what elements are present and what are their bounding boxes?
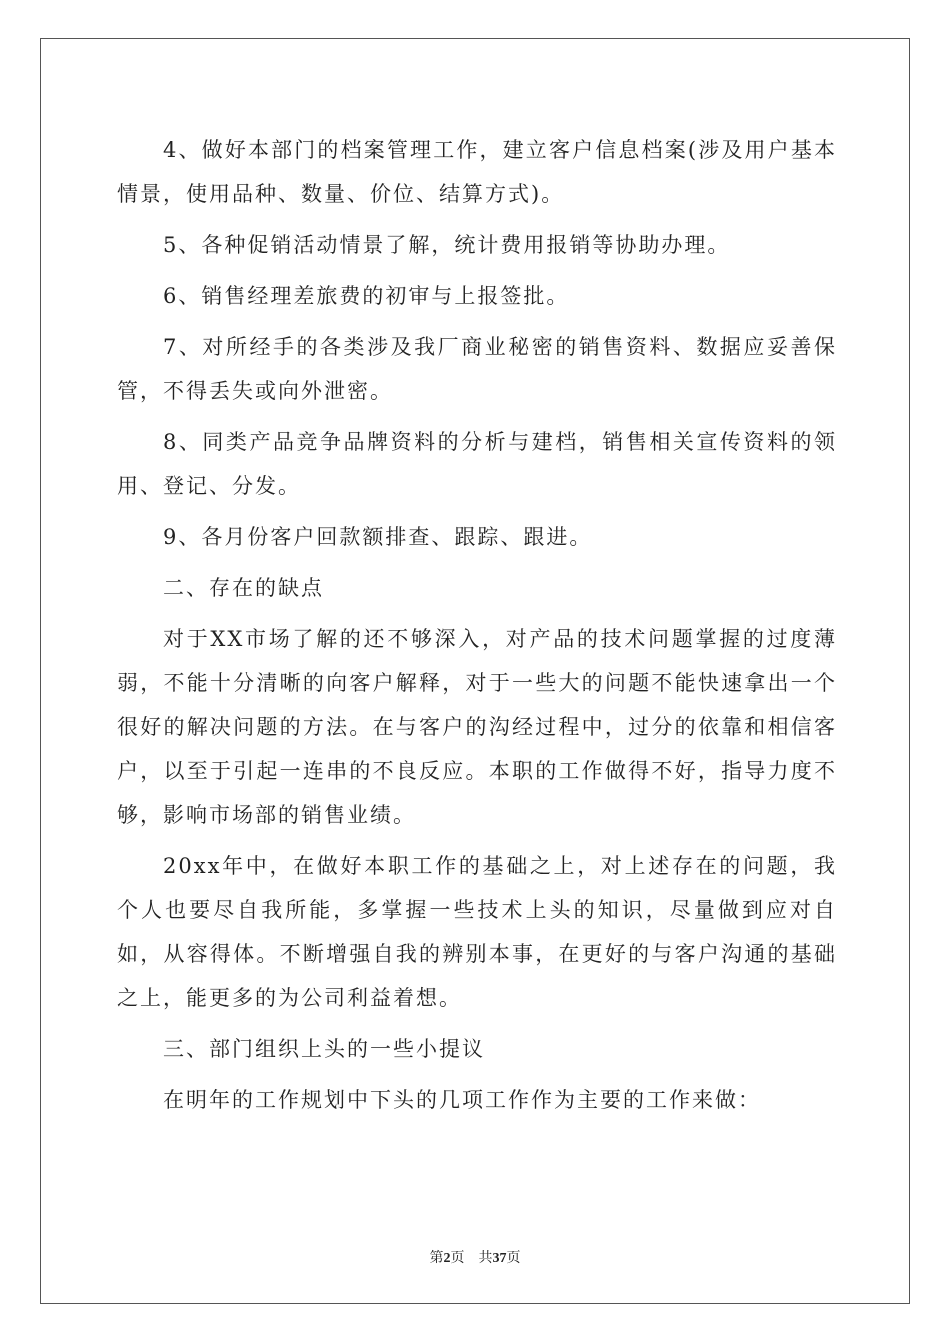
page-number: 2 — [443, 1251, 451, 1266]
page-prefix: 第 — [429, 1250, 444, 1266]
paragraph-plan: 20xx年中，在做好本职工作的基础之上，对上述存在的问题，我个人也要尽自我所能，多掌握一些技术上头的知识，尽量做到应对自如，从容得体。不断增强自我的辨别本事，在更好的与客户沟通的基础之上，能更多的为公司利益着想。 — [117, 854, 837, 1010]
paragraph-item-9: 9、各月份客户回款额排查、跟踪、跟进。 — [163, 525, 593, 549]
total-prefix: 共 — [478, 1250, 493, 1266]
paragraph-item-8: 8、同类产品竞争品牌资料的分析与建档，销售相关宣传资料的领用、登记、分发。 — [117, 430, 837, 498]
document-body — [117, 128, 837, 1129]
paragraph-item-7: 7、对所经手的各类涉及我厂商业秘密的销售资料、数据应妥善保管，不得丢失或向外泄密。 — [117, 335, 837, 403]
section-heading-shortcomings: 二、存在的缺点 — [163, 576, 324, 600]
paragraph-item-4: 4、做好本部门的档案管理工作，建立客户信息档案(涉及用户基本情景，使用品种、数量、价位、结算方式)。 — [117, 138, 837, 206]
page-suffix: 页 — [450, 1250, 465, 1266]
paragraph-item-6: 6、销售经理差旅费的初审与上报签批。 — [163, 284, 570, 308]
page-footer — [0, 1247, 950, 1267]
total-pages: 37 — [492, 1251, 507, 1266]
paragraph-shortcomings: 对于XX市场了解的还不够深入，对产品的技术问题掌握的过度薄弱，不能十分清晰的向客户解释，对于一些大的问题不能快速拿出一个很好的解决问题的方法。在与客户的沟经过程中，过分的依靠和相信客户，以至于引起一连串的不良反应。本职的工作做得不好，指导力度不够，影响市场部的销售业绩。 — [117, 627, 837, 827]
paragraph-next-year: 在明年的工作规划中下头的几项工作作为主要的工作来做： — [163, 1088, 761, 1112]
paragraph-item-5: 5、各种促销活动情景了解，统计费用报销等协助办理。 — [163, 233, 731, 257]
total-suffix: 页 — [506, 1250, 521, 1266]
section-heading-suggestions: 三、部门组织上头的一些小提议 — [163, 1037, 485, 1061]
